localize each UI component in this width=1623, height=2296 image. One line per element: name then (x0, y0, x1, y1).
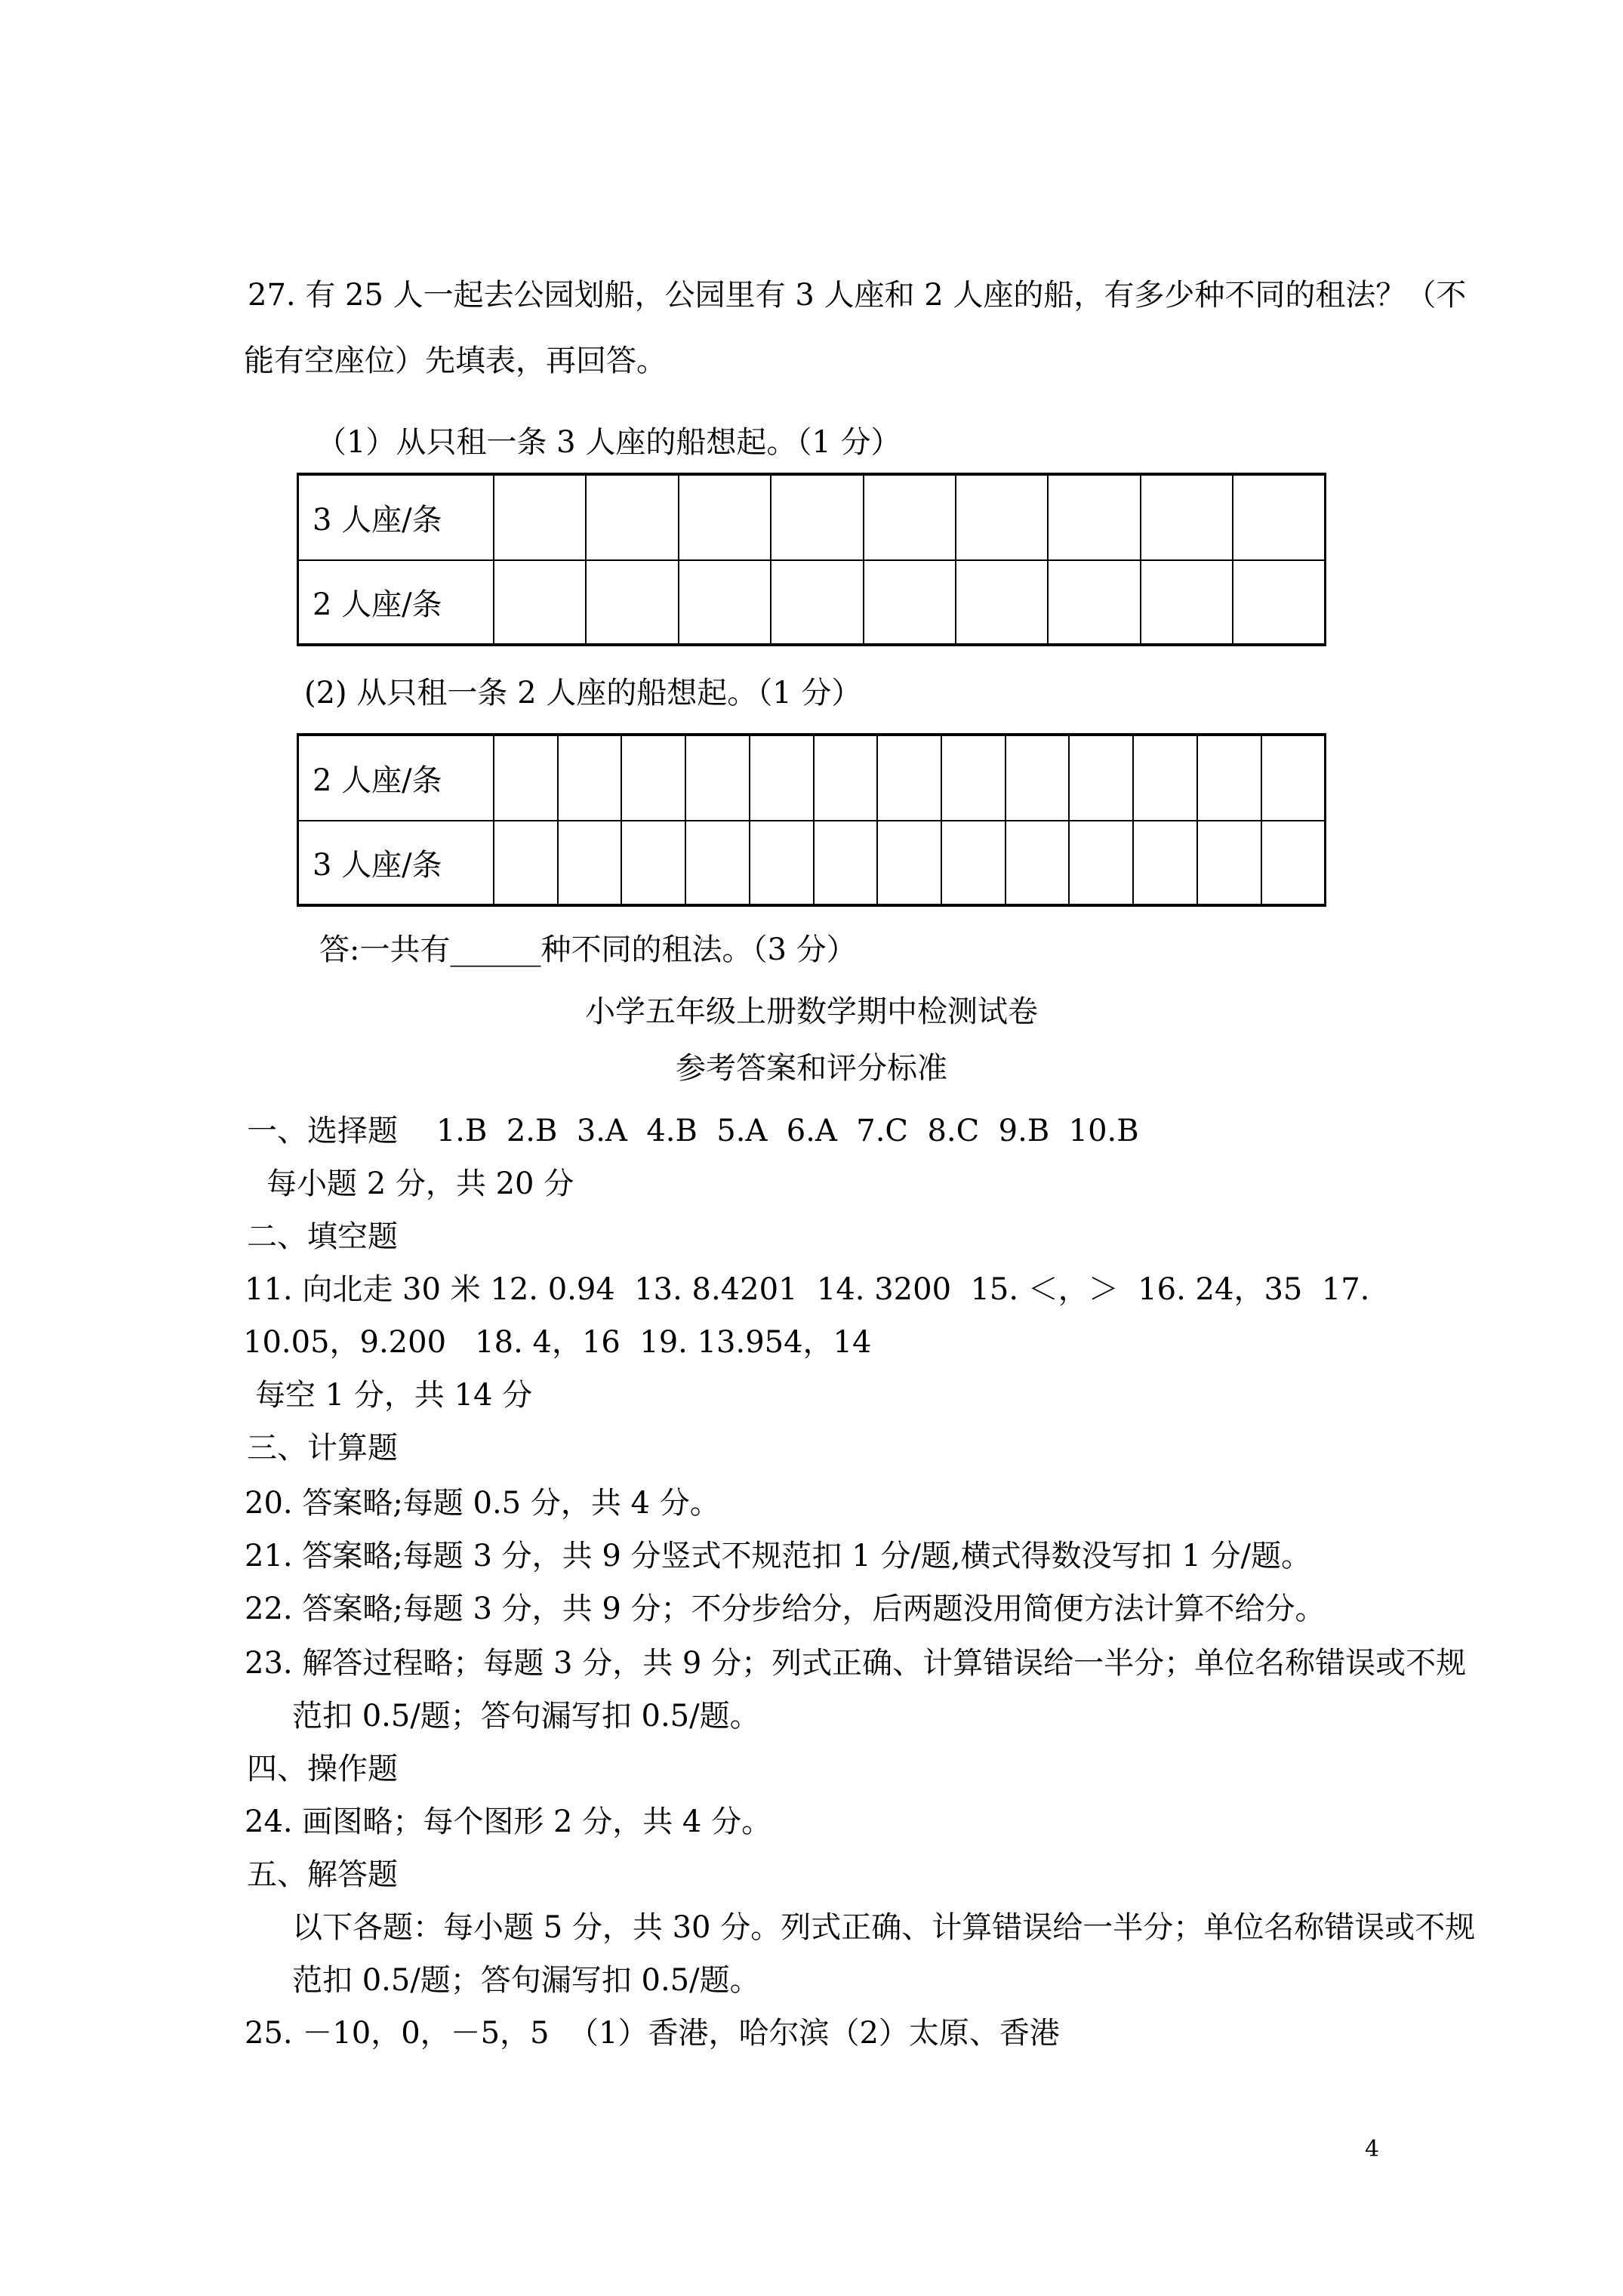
empty-cell (1141, 474, 1233, 560)
answer-key-line-q23-2: 范扣 0.5/题；答句漏写扣 0.5/题。 (292, 1699, 760, 1734)
answer-key-line-q20: 20. 答案略;每题 0.5 分，共 4 分。 (245, 1486, 720, 1521)
answer-key-line-q25: 25. －10，0，－5，5 （1）香港，哈尔滨（2）太原、香港 (245, 2016, 1060, 2051)
question-27-part-2-label: (2) 从只租一条 2 人座的船想起。（1 分） (304, 676, 862, 710)
answer-key-line-solve-points-2: 范扣 0.5/题；答句漏写扣 0.5/题。 (292, 1963, 760, 1998)
answer-key-line-q24: 24. 画图略；每个图形 2 分，共 4 分。 (245, 1804, 772, 1839)
empty-cell (864, 560, 956, 645)
empty-cell (877, 735, 941, 821)
answer-key-line-fill-points: 每空 1 分，共 14 分 (255, 1378, 533, 1413)
answer-key-line-choice-points: 每小题 2 分，共 20 分 (266, 1166, 574, 1201)
question-27-line-2: 能有空座位）先填表，再回答。 (244, 344, 667, 378)
answer-key-line-fill-answers-1: 11. 向北走 30 米 12. 0.94 13. 8.4201 14. 3200 15. ＜，＞ 16. 24，35 17. (245, 1272, 1370, 1307)
row-header-cell: 3 人座/条 (298, 821, 494, 905)
row-header-cell: 2 人座/条 (298, 735, 494, 821)
empty-cell (1133, 821, 1197, 905)
empty-cell (750, 735, 814, 821)
empty-cell (956, 560, 1048, 645)
answer-key-line-fill-header: 二、填空题 (247, 1219, 398, 1254)
empty-cell (494, 821, 558, 905)
answer-key-line-operate-header: 四、操作题 (247, 1752, 398, 1786)
empty-cell (941, 821, 1006, 905)
table-row (298, 560, 1326, 645)
answer-key-line-calc-header: 三、计算题 (247, 1431, 398, 1465)
answer-key-line-solve-header: 五、解答题 (247, 1857, 398, 1892)
answer-key-line-choice-answers: 一、选择题 1.B 2.B 3.A 4.B 5.A 6.A 7.C 8.C 9.B 10.B (247, 1114, 1139, 1148)
empty-cell (1006, 821, 1070, 905)
empty-cell (679, 474, 771, 560)
empty-cell (1048, 474, 1140, 560)
empty-cell (1048, 560, 1140, 645)
answer-key-line-q21: 21. 答案略;每题 3 分，共 9 分竖式不规范扣 1 分/题,横式得数没写扣 1 分/题。 (245, 1539, 1311, 1573)
empty-cell (814, 735, 878, 821)
row-header-cell: 2 人座/条 (298, 560, 494, 645)
question-27-part-1-label: （1）从只租一条 3 人座的船想起。（1 分） (316, 425, 901, 460)
answer-key-subtitle: 参考答案和评分标准 (676, 1051, 947, 1086)
empty-cell (771, 560, 863, 645)
empty-cell (494, 474, 586, 560)
question-27-answer-blank-line: 答:一共有______种不同的租法。（3 分） (319, 932, 857, 967)
answer-key-line-solve-points-1: 以下各题：每小题 5 分，共 30 分。列式正确、计算错误给一半分；单位名称错误或不规 (292, 1910, 1476, 1945)
table-row (298, 735, 1326, 821)
empty-cell (1141, 560, 1233, 645)
answer-key-line-fill-answers-2: 10.05，9.200 18. 4，16 19. 13.954，14 (243, 1325, 872, 1360)
empty-cell (1069, 735, 1133, 821)
empty-cell (1197, 735, 1261, 821)
empty-cell (1069, 821, 1133, 905)
empty-cell (586, 560, 678, 645)
empty-cell (1233, 474, 1326, 560)
empty-cell (877, 821, 941, 905)
rent-table-starting-2-seat (297, 733, 1326, 907)
empty-cell (685, 821, 750, 905)
empty-cell (1233, 560, 1326, 645)
empty-cell (494, 735, 558, 821)
question-27-line-1: 27. 有 25 人一起去公园划船，公园里有 3 人座和 2 人座的船，有多少种不同的租法？（不 (248, 278, 1467, 313)
empty-cell (864, 474, 956, 560)
empty-cell (558, 735, 622, 821)
empty-cell (621, 735, 685, 821)
table-row (298, 474, 1326, 560)
empty-cell (621, 821, 685, 905)
answer-key-line-q23-1: 23. 解答过程略；每题 3 分，共 9 分；列式正确、计算错误给一半分；单位名称错误或不规 (245, 1646, 1467, 1681)
empty-cell (685, 735, 750, 821)
empty-cell (494, 560, 586, 645)
empty-cell (1133, 735, 1197, 821)
empty-cell (679, 560, 771, 645)
answer-key-title: 小学五年级上册数学期中检测试卷 (585, 994, 1038, 1029)
empty-cell (586, 474, 678, 560)
empty-cell (1261, 735, 1326, 821)
empty-cell (814, 821, 878, 905)
page-number: 4 (1365, 2136, 1380, 2162)
empty-cell (1006, 735, 1070, 821)
row-header-cell: 3 人座/条 (298, 474, 494, 560)
empty-cell (558, 821, 622, 905)
empty-cell (956, 474, 1048, 560)
empty-cell (1197, 821, 1261, 905)
table-row (298, 821, 1326, 905)
rent-table-starting-3-seat (297, 473, 1326, 646)
empty-cell (750, 821, 814, 905)
empty-cell (941, 735, 1006, 821)
answer-key-line-q22: 22. 答案略;每题 3 分，共 9 分；不分步给分，后两题没用简便方法计算不给分。 (245, 1592, 1326, 1626)
empty-cell (1261, 821, 1326, 905)
empty-cell (771, 474, 863, 560)
